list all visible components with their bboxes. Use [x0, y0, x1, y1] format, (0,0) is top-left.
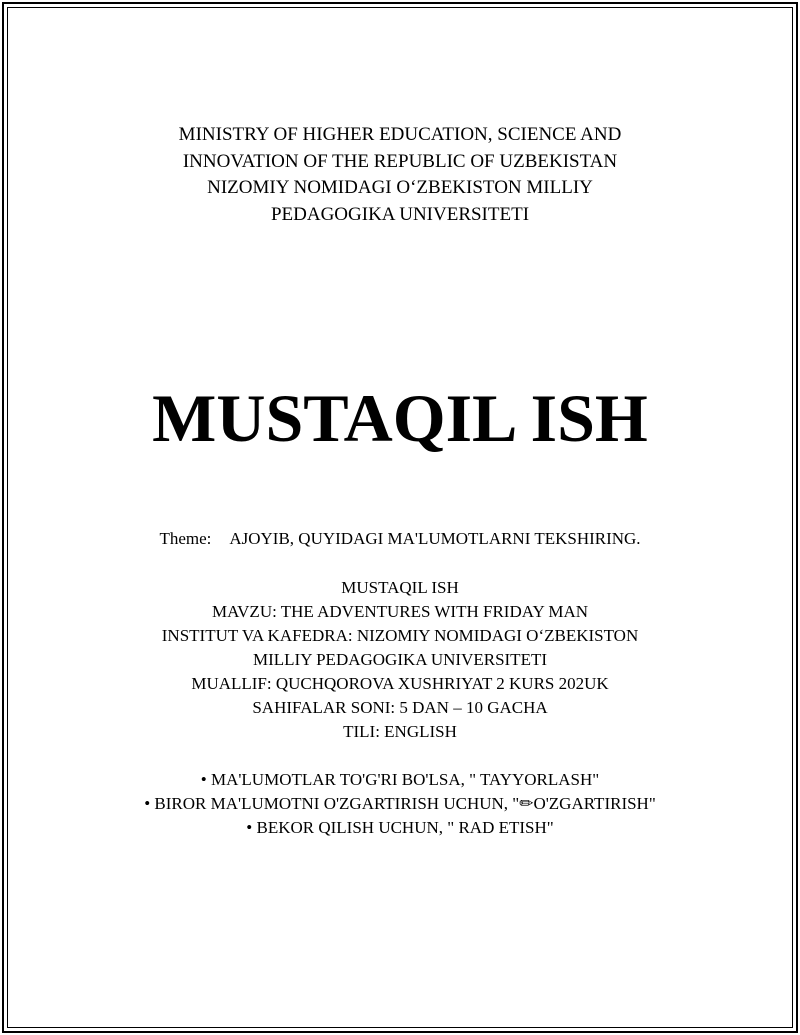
- info-line: SAHIFALAR SONI: 5 DAN – 10 GACHA: [252, 698, 548, 717]
- document-title: MUSTAQIL ISH: [152, 380, 648, 456]
- actions-list: [0, 768, 800, 840]
- header-line: NIZOMIY NOMIDAGI O‘ZBEKISTON MILLIY: [207, 177, 593, 198]
- ministry-header: [0, 122, 800, 228]
- work-info-block: [0, 576, 800, 744]
- header-line: PEDAGOGIKA UNIVERSITETI: [270, 203, 530, 225]
- info-line: INSTITUT VA KAFEDRA: NIZOMIY NOMIDAGI O‘ZBEKISTON: [161, 626, 639, 645]
- action-item: • BIROR MA'LUMOTNI O'ZGARTIRISH UCHUN, "✏O'ZGARTIRISH": [144, 794, 656, 813]
- theme-value: AJOYIB, QUYIDAGI MA'LUMOTLARNI TEKSHIRING.: [229, 529, 641, 548]
- header-line: INNOVATION OF THE REPUBLIC OF UZBEKISTAN: [182, 150, 618, 172]
- action-item: • BEKOR QILISH UCHUN, " RAD ETISH": [246, 818, 554, 837]
- info-line: MAVZU: THE ADVENTURES WITH FRIDAY MAN: [211, 602, 589, 621]
- theme-line: [0, 527, 800, 551]
- info-line: TILI: ENGLISH: [343, 722, 457, 741]
- header-line: MINISTRY OF HIGHER EDUCATION, SCIENCE AND: [178, 124, 622, 145]
- theme-label: Theme:: [159, 529, 212, 548]
- action-item: • MA'LUMOTLAR TO'G'RI BO'LSA, " TAYYORLASH": [200, 770, 600, 789]
- info-line: MUALLIF: QUCHQOROVA XUSHRIYAT 2 KURS 202UK: [191, 674, 609, 693]
- info-line: MUSTAQIL ISH: [341, 578, 459, 597]
- info-line: MILLIY PEDAGOGIKA UNIVERSITETI: [253, 650, 547, 669]
